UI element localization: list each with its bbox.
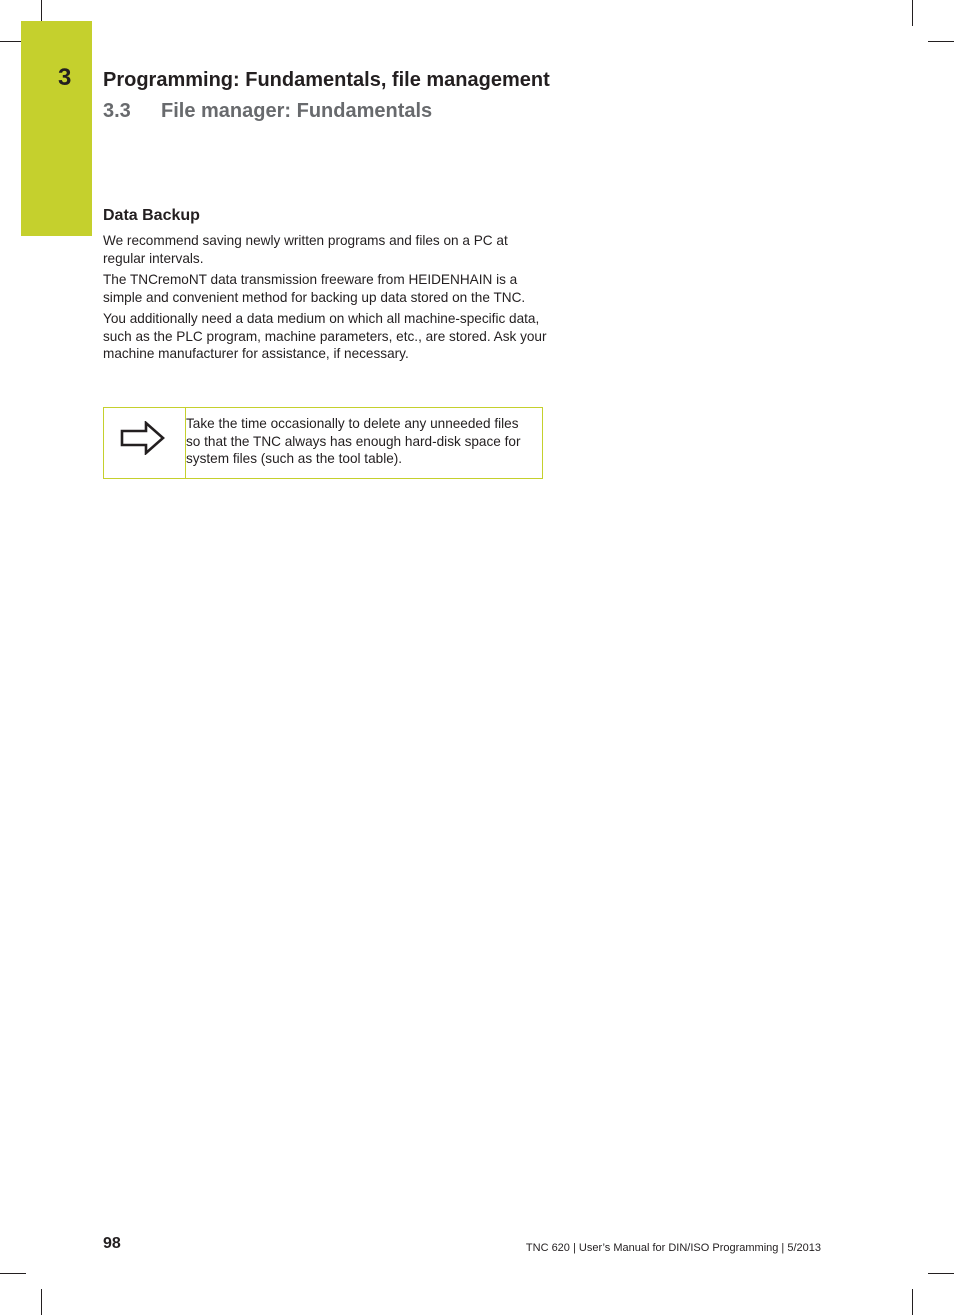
section-title-row [103,98,432,124]
note-box [103,407,543,479]
chapter-number: 3 [58,64,72,91]
paragraph: You additionally need a data medium on which all machine-specific data, such as the PLC program, machine parameters, etc., are stored. Ask your machine manufacturer for assistance, if necessary. [103,311,547,361]
subsection-heading: Data Backup [103,207,200,224]
section-number: 3.3 [103,100,131,122]
footer-text: TNC 620 | User’s Manual for DIN/ISO Programming | 5/2013 [525,1242,821,1254]
section-title: File manager: Fundamentals [161,100,433,122]
crop-mark [928,1273,954,1274]
paragraph: The TNCremoNT data transmission freeware from HEIDENHAIN is a simple and convenient method for backing up data stored on the TNC. [103,272,526,305]
crop-mark [928,41,954,42]
crop-mark [41,1289,42,1315]
page-number: 98 [103,1235,121,1252]
crop-mark [912,0,913,26]
body-content [103,232,548,367]
arrow-right-icon [120,421,166,455]
crop-mark [912,1289,913,1315]
note-text: Take the time occasionally to delete any unneeded files so that the TNC always has enough hard-disk space for system files (such as the tool table). [186,416,521,466]
crop-mark [0,1273,26,1274]
paragraph: We recommend saving newly written programs and files on a PC at regular intervals. [103,233,508,266]
note-icon-cell [104,408,186,478]
chapter-tab [21,21,92,236]
chapter-title: Programming: Fundamentals, file management [103,69,550,91]
